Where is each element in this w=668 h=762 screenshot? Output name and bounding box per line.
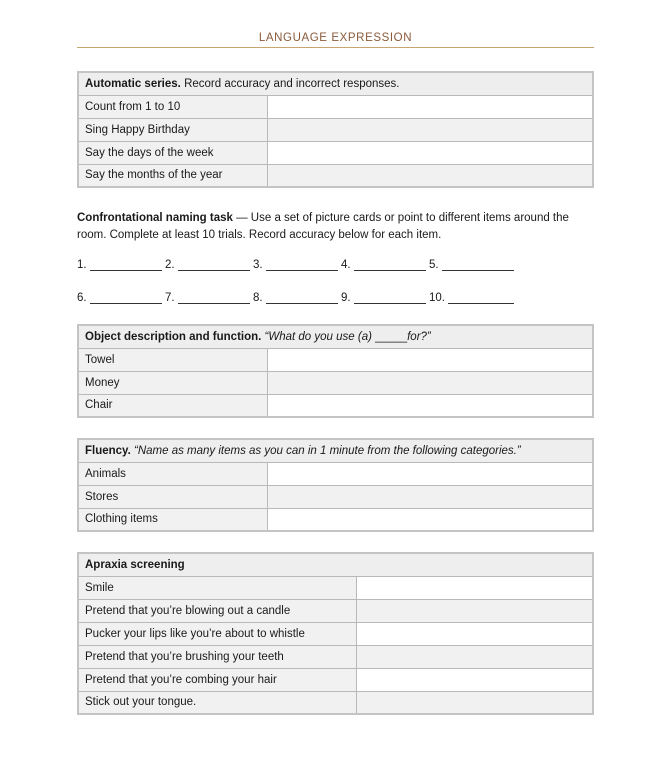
page-title: LANGUAGE EXPRESSION — [258, 32, 413, 44]
automatic-series-table — [77, 71, 594, 188]
automatic-series-heading: Automatic series. Record accuracy and incorrect responses. — [78, 72, 593, 95]
trial-blank[interactable]: 9. — [341, 291, 429, 304]
table-row-label: Say the months of the year — [78, 164, 267, 187]
table-row-label: Money — [78, 371, 267, 394]
response-field[interactable] — [267, 485, 593, 508]
naming-task-instructions: Confrontational naming task — Use a set of picture cards or point to different items around the room. Complete at least 10 trials. Record accuracy below for each item. — [77, 212, 569, 241]
response-field[interactable] — [267, 118, 593, 141]
apraxia-table — [77, 552, 594, 715]
table-row-label: Stores — [78, 485, 267, 508]
table-row-label: Stick out your tongue. — [78, 691, 356, 714]
fluency-heading: Fluency. “Name as many items as you can in 1 minute from the following categories.” — [78, 439, 593, 462]
object-description-table — [77, 324, 594, 418]
table-row-label: Chair — [78, 394, 267, 417]
trial-blank[interactable]: 4. — [341, 258, 429, 271]
table-row-label: Count from 1 to 10 — [78, 95, 267, 118]
fluency-table — [77, 438, 594, 532]
table-row-label: Towel — [78, 348, 267, 371]
trial-blank[interactable]: 2. — [165, 258, 253, 271]
table-row-label: Say the days of the week — [78, 141, 267, 164]
table-row-label: Clothing items — [78, 508, 267, 531]
response-field[interactable] — [267, 348, 593, 371]
response-field[interactable] — [267, 164, 593, 187]
table-row-label: Animals — [78, 462, 267, 485]
response-field[interactable] — [267, 462, 593, 485]
response-field[interactable] — [356, 576, 593, 599]
table-row-label: Pucker your lips like you’re about to whistle — [78, 622, 356, 645]
trial-blank[interactable]: 7. — [165, 291, 253, 304]
table-row-label: Pretend that you’re brushing your teeth — [78, 645, 356, 668]
response-field[interactable] — [356, 599, 593, 622]
response-field[interactable] — [356, 622, 593, 645]
object-description-heading: Object description and function. “What do you use (a) _____for?” — [78, 325, 593, 348]
table-row-label: Pretend that you’re blowing out a candle — [78, 599, 356, 622]
naming-trials-row-2 — [77, 291, 597, 304]
trial-blank[interactable]: 3. — [253, 258, 341, 271]
trial-blank[interactable]: 1. — [77, 258, 165, 271]
table-row-label: Pretend that you’re combing your hair — [78, 668, 356, 691]
response-field[interactable] — [267, 371, 593, 394]
naming-trials-row-1 — [77, 258, 597, 271]
table-row-label: Sing Happy Birthday — [78, 118, 267, 141]
response-field[interactable] — [267, 508, 593, 531]
response-field[interactable] — [356, 645, 593, 668]
response-field[interactable] — [267, 394, 593, 417]
response-field[interactable] — [267, 95, 593, 118]
response-field[interactable] — [356, 668, 593, 691]
header-divider — [77, 47, 594, 48]
table-row-label: Smile — [78, 576, 356, 599]
trial-blank[interactable]: 5. — [429, 258, 517, 271]
apraxia-heading: Apraxia screening — [78, 553, 593, 576]
trial-blank[interactable]: 8. — [253, 291, 341, 304]
response-field[interactable] — [267, 141, 593, 164]
trial-blank[interactable]: 10. — [429, 291, 517, 304]
response-field[interactable] — [356, 691, 593, 714]
trial-blank[interactable]: 6. — [77, 291, 165, 304]
